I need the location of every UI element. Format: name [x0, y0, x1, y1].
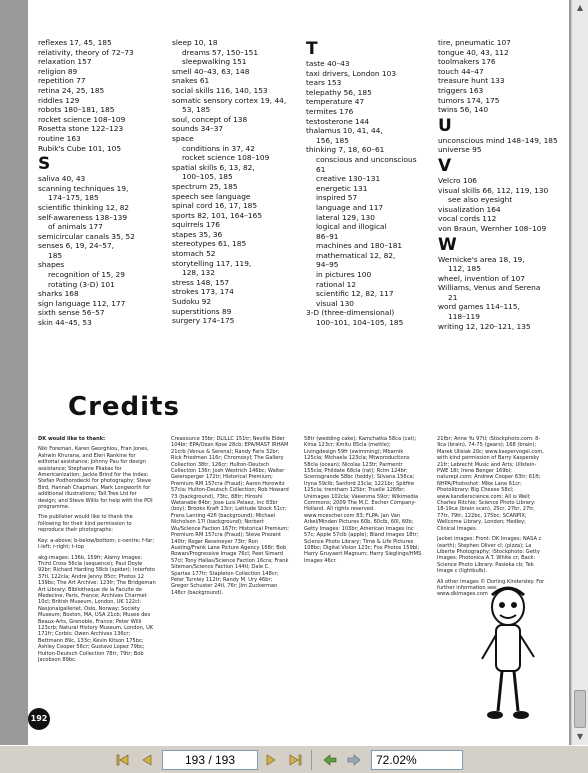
- index-column-4: [438, 38, 566, 331]
- index-entry: tire, pneumatic 107: [438, 38, 511, 47]
- index-subentry: 86–91: [316, 231, 339, 241]
- mascot-illustration: [478, 585, 538, 725]
- index-entry: retina 24, 25, 185: [38, 85, 105, 95]
- index-subentry: energetic 131: [316, 183, 368, 193]
- index-entry: repetition 77: [38, 76, 86, 86]
- next-page-icon: [265, 754, 277, 766]
- index-subentry: rational 12: [316, 279, 357, 289]
- index-letter-heading: T: [306, 39, 318, 59]
- index-entry: space: [172, 133, 194, 143]
- index-entry: saliva 40, 43: [38, 174, 86, 184]
- index-entry: semicircular canals 35, 52: [38, 231, 135, 241]
- index-entry: vocal cords 112: [438, 214, 497, 224]
- index-subentry: rotating (3-D) 101: [48, 279, 115, 289]
- credits-paragraph: 21fbr; Anne Yu 97tl; iStockphoto.com: 8-9ca (brain), 74-75 (gears); 168 (brain); Marek Ulisiak 20c; www.kaspervogel.com, with kind permission of Barry Kaspersky 21fr; Lebrecht Music and Arts; Ullstein-PWE 18l; Irene Benger 169bl; naturepl.com: Andrew Cooper 63tr; 61ft; NHPA/Photoshot: Mike Lane 61cr; Photolibrary: Big Cheese 58cl; www.kandlerscience.com; All is Well; Charles Ritchie; Science Photo Library: 18-19ca (brain scan), 25cr, 27br, 27tr, 77tr, 79tr, 122bc, 175bc; SCANPIX; Wellcome Library, London; Hedley; Clinical Images.: [437, 436, 544, 532]
- index-entry: sixth sense 56–57: [38, 308, 105, 318]
- index-subentry: dreams 57, 150–151: [182, 47, 259, 57]
- index-subentry: inspired 57: [316, 193, 358, 203]
- index-entry: relativity, theory of 72–73: [38, 47, 134, 57]
- credits-paragraph: 58tr (wedding cake); Kamchatka 58ca (cat); Kirsa 123cr; Kmitu 85cla (mettle); Livingdesign 59fr (swimming); Mbarnik 125cla; Michaela 123cla; Mtworoductions 58cla (ocean); Nicolas 123tr; Parmentr 155cla; Phildate 68cla (rat); Rcim 124br; Scentsgrande 58bc (teddy); Silvana 156ca; Iryna 59clb; Sanford 23cla; 1221br; Spitfire 125cla; trentham 125br; Truelle 126fbr; Unimages 102cla; Vaeenma 59cr; Wikimedia Commons; 2009 The M.C. Escher Company-Holland. All rights reserved. www.mcescher.com 83; FLPA: Jan Van Arkel/Minden Pictures 60b, 60clb, 60l, 60b; Getty Images: 103br; American Images Inc 57c; Apple 57clb (apple); Bland Images 18tr; Science Photo Library; Time & Life Pictures 108bc; Digital Vision 123c; Fox Photos 159bl; Harry Gruyaert Magnum; Harry Sieglings/HMS Images 46cr.: [304, 436, 422, 564]
- credits-heading: Credits: [68, 392, 180, 422]
- index-subentry: in pictures 100: [316, 270, 372, 280]
- index-entry: skin 44–45, 53: [38, 318, 92, 328]
- index-entry: 3-D (three-dimensional): [306, 308, 395, 318]
- vertical-scrollbar[interactable]: [571, 0, 588, 745]
- index-entry: Sudoku 92: [172, 297, 212, 307]
- forward-arrow-icon: [347, 754, 361, 766]
- index-subentry: 185: [48, 250, 63, 260]
- index-subentry: machines and 180–181: [316, 241, 403, 251]
- index-entry: scientific thinking 12, 82: [38, 202, 130, 212]
- index-subentry: mathematical 12, 82,: [316, 250, 396, 260]
- index-entry: telepathy 56, 185: [306, 87, 372, 97]
- index-entry: stereotypes 61, 185: [172, 239, 247, 249]
- index-subentry: 118–119: [448, 312, 480, 322]
- index-entry: reflexes 17, 45, 185: [38, 38, 112, 47]
- first-page-button[interactable]: [112, 750, 134, 770]
- index-entry: thinking 7, 18, 60–61: [306, 145, 385, 155]
- scrollbar-thumb[interactable]: [574, 690, 586, 728]
- index-entry: writing 12, 120–121, 135: [438, 321, 531, 331]
- index-entry: touch 44–47: [438, 66, 484, 76]
- credits-paragraph: All other images © Dorling Kindersley. For further information see: www.dkimages.com: [437, 578, 545, 598]
- index-entry: tears 153: [306, 78, 342, 88]
- index-entry: squirrels 176: [172, 220, 220, 230]
- back-button[interactable]: [319, 750, 341, 770]
- credits-column-1: [38, 436, 156, 726]
- index-entry: somatic sensory cortex 19, 44,: [172, 95, 287, 105]
- index-entry: Wernicke's area 18, 19,: [438, 254, 525, 264]
- credits-paragraph: Key: a-above; b-below/bottom; c-centre; f-far; l-left; r-right; t-top: [38, 537, 155, 551]
- index-entry: universe 95: [438, 145, 482, 155]
- index-subentry: scientific 12, 82, 117: [316, 289, 394, 299]
- index-subentry: rocket science 108–109: [182, 153, 270, 163]
- credits-column-3: [304, 436, 422, 726]
- index-subentry: 100–101, 104–105, 185: [316, 318, 404, 328]
- index-entry: triggers 163: [438, 85, 484, 95]
- credits-paragraph: akg-images: 136b, 159fr; Alamy Images: Third Cross 56cla (sequence); Paul Doyle 92br; Richard Harding 58cb (spider); Interfoto 37tl, 122cla; Andre Jenny 85cr; Photos 12 139bc; The Art Archive: 123fr; The Bridgeman Art Library: Bibliotheque de la Faculte de Medecine, Paris, France; Archives Charmet 10cl; British Museum, London, UK 122cl; Nasjonalgalleriet, Oslo, Norway; Society Museum; Boston, MA, USA 21cb; Musee des Beaux-Arts, Grenoble, France; Peter Willi 123crb; Natural History Museum, London, UK 171fr; Corbis: Owen Archives 136cr; Bettmann 89c, 133c; Kevin Kitson 175bc; Ashley Cooper 56cr; Gustavo Lopez 79bc; Hulton-Deutsch Collection 78tr, 79tr; Bob Jacobson 89bc.: [38, 554, 156, 663]
- index-entry: Rosetta stone 122–123: [38, 124, 124, 134]
- index-entry: spatial skills 6, 13, 82,: [172, 162, 255, 172]
- index-subentry: recognition of 15, 29: [48, 270, 125, 280]
- index-subentry: of animals 177: [48, 222, 103, 232]
- index-entry: spectrum 25, 185: [172, 181, 238, 191]
- index-entry: speech see language: [172, 191, 251, 201]
- index-entry: storytelling 117, 119,: [172, 258, 252, 268]
- page-number-field[interactable]: 193 / 193: [162, 750, 258, 770]
- back-arrow-icon: [323, 754, 337, 766]
- index-entry: riddles 129: [38, 95, 80, 105]
- zoom-field[interactable]: 72.02%: [371, 750, 463, 770]
- index-entry: Williams, Venus and Serena: [438, 283, 541, 293]
- first-page-icon: [116, 754, 130, 766]
- index-entry: robots 180–181, 185: [38, 105, 115, 115]
- index-entry: sports 82, 101, 164–165: [172, 210, 263, 220]
- index-entry: religion 89: [38, 66, 78, 76]
- index-subentry: 94–95: [316, 260, 339, 270]
- next-page-button[interactable]: [260, 750, 282, 770]
- index-entry: termites 176: [306, 106, 354, 116]
- index-entry: thalamus 10, 41, 44,: [306, 126, 383, 136]
- index-entry: snakes 61: [172, 76, 210, 86]
- index-entry: stress 148, 157: [172, 277, 230, 287]
- index-subentry: lateral 129, 130: [316, 212, 375, 222]
- index-column-1: [38, 38, 166, 328]
- credits-column-2: [171, 436, 289, 726]
- index-entry: wheel, invention of 107: [438, 273, 526, 283]
- scroll-down-icon[interactable]: ▼: [576, 732, 584, 741]
- index-entry: social skills 116, 140, 153: [172, 85, 268, 95]
- index-letter-heading: W: [438, 234, 457, 255]
- index-subentry: 21: [448, 292, 458, 302]
- index-subentry: 100–105, 185: [182, 172, 233, 182]
- index-entry: strokes 173, 174: [172, 287, 234, 297]
- index-entry: spinal cord 16, 17, 185: [172, 201, 258, 211]
- index-entry: twins 56, 140: [438, 105, 489, 115]
- index-entry: visualization 164: [438, 204, 501, 214]
- index-entry: Rubik's Cube 101, 105: [38, 143, 122, 153]
- index-entry: toolmakers 176: [438, 57, 496, 67]
- index-entry: relaxation 157: [38, 57, 92, 67]
- index-subentry: language and 117: [316, 202, 384, 212]
- credits-paragraph: Niki Foreman, Karen Georghiou, Fran Jones, Ashwin Khurana, and Eleri Rankine for editorial assistance; Johnny Pau for design assistance; Stephanie Pliakas for Americanization; Jackie Brind for the index; Stefan Podhorodecki for photography; Steve Bird, Hannah Chapman, Mark Longworth for additional illustrations; Tall Tree Ltd for design; and Steve Willis for help with the PDI programme.: [38, 446, 153, 511]
- index-subentry: conscious and unconscious: [316, 154, 417, 164]
- index-subentry: 128, 132: [182, 268, 215, 278]
- document-page: [28, 0, 569, 745]
- index-column-2: [172, 38, 304, 326]
- index-entry: treasure hunt 133: [438, 76, 505, 86]
- index-entry: shapes: [38, 260, 65, 270]
- credits-paragraph: The publisher would like to thank the following for their kind permission to reproduce their photographs:: [38, 514, 133, 534]
- index-entry: rocket science 108–109: [38, 114, 126, 124]
- index-entry: testosterone 144: [306, 116, 370, 126]
- index-subentry: visual 130: [316, 298, 354, 308]
- index-entry: von Braun, Wernher 108–109: [438, 223, 547, 233]
- index-entry: soul, concept of 138: [172, 114, 248, 124]
- index-entry: routine 163: [38, 133, 81, 143]
- index-entry: taste 40–43: [306, 59, 350, 68]
- index-subentry: see also eyesight: [448, 195, 513, 205]
- index-letter-heading: U: [438, 115, 452, 136]
- index-entry: surgery 174–175: [172, 316, 235, 326]
- index-entry: sign language 112, 177: [38, 298, 126, 308]
- last-page-icon: [288, 754, 302, 766]
- index-entry: self-awareness 138–139: [38, 212, 128, 222]
- index-subentry: 53, 185: [182, 105, 211, 115]
- last-page-button[interactable]: [284, 750, 306, 770]
- index-subentry: 156, 185: [316, 135, 349, 145]
- index-entry: sounds 34–37: [172, 124, 224, 134]
- index-entry: senses 6, 19, 24–57,: [38, 241, 115, 251]
- index-entry: Velcro 106: [438, 175, 477, 185]
- index-subentry: 61: [316, 164, 326, 174]
- index-column-3: [306, 38, 434, 328]
- index-entry: word games 114–115,: [438, 302, 520, 312]
- index-entry: stapes 35, 36: [172, 229, 223, 239]
- credits-paragraph: DK would like to thank:: [38, 436, 106, 442]
- index-subentry: 174–175, 185: [48, 193, 99, 203]
- index-entry: visual skills 66, 112, 119, 130: [438, 185, 549, 195]
- index-subentry: conditions in 37, 42: [182, 143, 255, 153]
- index-entry: temperature 47: [306, 97, 365, 107]
- index-subentry: sleepwalking 151: [182, 57, 247, 67]
- index-entry: smell 40–43, 63, 148: [172, 66, 250, 76]
- index-entry: sleep 10, 18: [172, 38, 218, 47]
- index-entry: tongue 40, 43, 112: [438, 47, 509, 57]
- status-bar: [0, 745, 588, 773]
- index-letter-heading: S: [38, 154, 51, 175]
- page-number-badge: 192: [28, 708, 50, 730]
- index-subentry: creative 130–131: [316, 174, 381, 184]
- previous-page-button[interactable]: [136, 750, 158, 770]
- forward-button[interactable]: [343, 750, 365, 770]
- index-subentry: logical and illogical: [316, 222, 387, 232]
- credits-paragraph: Jacket images: Front: DK Images: NASA c (earth); Stephen Oliver cl; (pizza); La Liberte Photography; iStockphoto: Getty Images: Photonica A.T. White cr; Back: Science Photo Library: Pasieka cb; Tek Image c (lightbulb).: [437, 536, 542, 575]
- index-entry: stomach 52: [172, 249, 216, 259]
- index-entry: sharks 168: [38, 289, 79, 299]
- status-separator: [311, 750, 312, 770]
- scroll-up-icon[interactable]: ▲: [576, 3, 584, 12]
- index-entry: unconscious mind 148–149, 185: [438, 135, 558, 145]
- index-entry: tumors 174, 175: [438, 95, 500, 105]
- credits-paragraph: Creasource 35br; DLILLC 151tr; Neville Elder 104br; EPA/Ozan Kose 28cb; EPA/MAST IRHAM 21crb (Venus & Serena); Randy Faris 32br; Rick Friedman 116r; Chromosyl; The Gallery Collection 38tr, 126cr; Hulton-Deutsch Collection 136r; Josh Westrich 146bc; Walter Geiersperger 172tr; Historical Premium; Premium RM 157cra (Fraud); Aaron Horowitz 57cla; Hulton-Deutsch Collection; Rob Howard 73 (background), 73tc, 88tr; Hiroshi Watanabe 84br; Jose Luis Pelaez, Inc 83br (boy); Brooks Kraft 13cr; Latitude Stock 51cr; Frans Lanting 42fl (background); Michael Nicholson 17l (background); Norbert Wu/Science Faction 167tr; Historical Premium; Premium RM 157cra (Fraud); Steve Prezant 140tr; Roger Ressmeyer 73tr; Ron Austing/Frank Lane Picture Agency 168r; Bob Rowan/Progressive Image 76cl; Peet Simard 57cl; Tony Hallas/Science Faction 16cra; Frank Siteman/Science Faction 144tl; Dale C. Spartas 177tr; Stapleton Collection 148cr; Peter Turnley 112tr; Randy M. Ury 46br; Gregor Schuster 24tl, 76r; Jim Zuckerman 148cr (background).: [171, 436, 289, 596]
- index-letter-heading: V: [438, 155, 452, 176]
- index-entry: taxi drivers, London 103: [306, 68, 397, 78]
- index-entry: scanning techniques 19,: [38, 183, 129, 193]
- index-subentry: 112, 185: [448, 264, 481, 274]
- previous-page-icon: [141, 754, 153, 766]
- index-entry: superstitions 89: [172, 306, 232, 316]
